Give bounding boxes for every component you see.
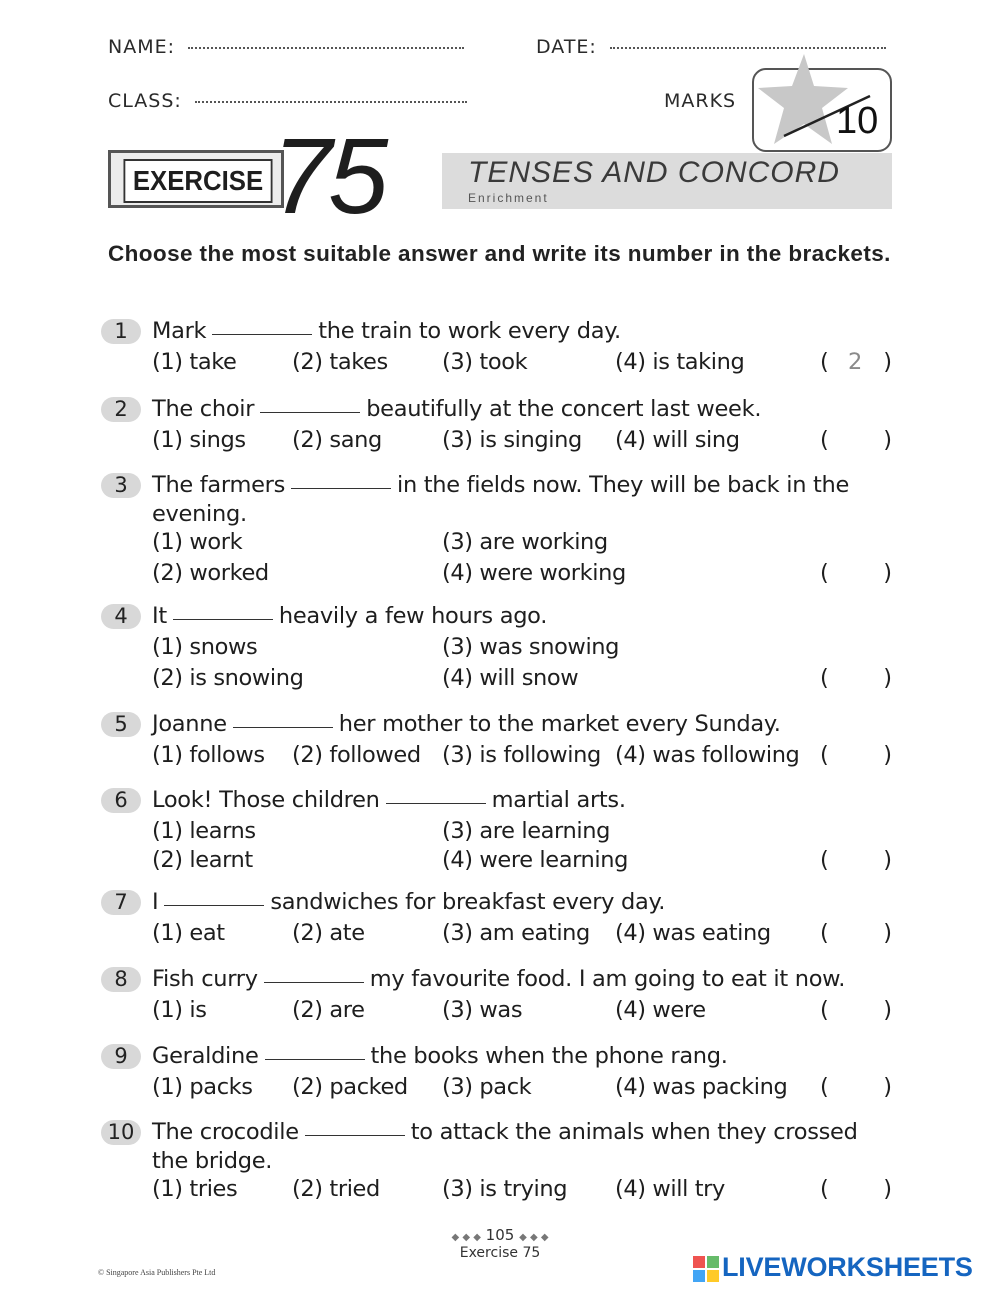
brand-logo — [693, 1256, 719, 1286]
answer-blank — [212, 334, 312, 335]
question-text-before: It — [152, 603, 167, 629]
bracket-open: ( — [820, 847, 829, 873]
exercise-badge — [108, 150, 284, 208]
topic-title: TENSES AND CONCORD — [468, 156, 840, 189]
bracket-open: ( — [820, 1074, 829, 1100]
option-3: (3) am eating — [442, 920, 590, 946]
question-number: 10 — [101, 1120, 141, 1145]
option-2: (2) ate — [292, 920, 365, 946]
answer-blank — [164, 905, 264, 906]
topic-subtitle: Enrichment — [468, 191, 549, 205]
question-text — [152, 966, 845, 992]
option-2: (3) are learning — [442, 818, 610, 844]
date-line — [610, 47, 886, 49]
question-text — [152, 318, 621, 344]
question-text-after: her mother to the market every Sunday. — [338, 711, 781, 737]
page-number-value: 105 — [485, 1226, 515, 1244]
question-text-after: sandwiches for breakfast every day. — [270, 889, 666, 915]
option-4: (4) will snow — [442, 665, 579, 691]
question-text-after: in the fields now. They will be back in the — [397, 472, 850, 498]
answer-blank — [233, 727, 333, 728]
option-1: (1) eat — [152, 920, 225, 946]
bracket-close: ) — [883, 1176, 892, 1202]
option-1: (1) work — [152, 529, 243, 555]
copyright: © Singapore Asia Publishers Pte Ltd — [98, 1268, 216, 1277]
liveworksheets-logo-icon — [693, 1256, 719, 1282]
option-2: (2) takes — [292, 349, 388, 375]
option-3: (3) pack — [442, 1074, 532, 1100]
question-text — [152, 1043, 728, 1069]
option-1: (1) tries — [152, 1176, 238, 1202]
option-4: (4) was eating — [615, 920, 771, 946]
option-3: (3) is trying — [442, 1176, 568, 1202]
option-3: (3) is singing — [442, 427, 582, 453]
bracket-close: ) — [883, 997, 892, 1023]
answer-blank — [386, 803, 486, 804]
bracket-open: ( — [820, 742, 829, 768]
bracket-open: ( — [820, 665, 829, 691]
question-number: 8 — [101, 967, 141, 992]
bracket-close: ) — [883, 427, 892, 453]
question-number: 7 — [101, 890, 141, 915]
option-4: (4) was packing — [615, 1074, 788, 1100]
instructions: Choose the most suitable answer and write its number in the brackets. — [108, 241, 891, 266]
question-text-after: the books when the phone rang. — [370, 1043, 728, 1069]
option-1: (1) take — [152, 349, 237, 375]
question-number: 9 — [101, 1044, 141, 1069]
answer-blank — [260, 412, 360, 413]
option-3: (2) worked — [152, 560, 269, 586]
bracket-close: ) — [883, 349, 892, 375]
bracket-open: ( — [820, 1176, 829, 1202]
option-3: (3) is following — [442, 742, 601, 768]
option-4: (4) will try — [615, 1176, 725, 1202]
question-number: 4 — [101, 604, 141, 629]
question-text-before: The farmers — [152, 472, 285, 498]
option-3: (3) was — [442, 997, 523, 1023]
question-text-continued: evening. — [152, 501, 247, 527]
question-text-before: Joanne — [152, 711, 227, 737]
question-text-after: beautifully at the concert last week. — [366, 396, 762, 422]
class-field — [108, 90, 467, 112]
question-text-after: martial arts. — [491, 787, 626, 813]
topic-band — [442, 153, 892, 209]
question-text — [152, 472, 849, 498]
page-number — [430, 1226, 570, 1244]
option-4: (4) were learning — [442, 847, 629, 873]
option-2: (2) packed — [292, 1074, 408, 1100]
question-text-before: I — [152, 889, 159, 915]
question-text-before: Geraldine — [152, 1043, 259, 1069]
question-number: 5 — [101, 712, 141, 737]
exercise-label: EXERCISE — [123, 159, 272, 203]
option-1: (1) learns — [152, 818, 256, 844]
page-exercise: Exercise 75 — [459, 1245, 541, 1261]
bracket-close: ) — [883, 560, 892, 586]
question-text-before: The crocodile — [152, 1119, 299, 1145]
question-number: 6 — [101, 788, 141, 813]
bracket-close: ) — [883, 742, 892, 768]
question-text-after: the train to work every day. — [318, 318, 621, 344]
exercise-number: 75 — [272, 115, 385, 236]
question-text — [152, 711, 781, 737]
question-text — [152, 889, 665, 915]
marks-box — [752, 68, 892, 152]
diamond-icon: ◆ ◆ ◆ — [451, 1232, 481, 1243]
answer-blank — [291, 488, 391, 489]
option-1: (1) snows — [152, 634, 258, 660]
question-text-after: heavily a few hours ago. — [278, 603, 548, 629]
question-text-before: Look! Those children — [152, 787, 380, 813]
question-text — [152, 1119, 858, 1145]
class-line — [195, 101, 467, 103]
answer-blank — [305, 1135, 405, 1136]
bracket-open: ( — [820, 427, 829, 453]
option-1: (1) is — [152, 997, 207, 1023]
bracket-open: ( — [820, 349, 829, 375]
question-text-before: Fish curry — [152, 966, 258, 992]
option-1: (1) follows — [152, 742, 265, 768]
name-field — [108, 36, 464, 58]
option-2: (2) are — [292, 997, 365, 1023]
option-2: (3) was snowing — [442, 634, 620, 660]
question-text — [152, 396, 761, 422]
bracket-close: ) — [883, 920, 892, 946]
bracket-open: ( — [820, 920, 829, 946]
option-1: (1) sings — [152, 427, 246, 453]
bracket-close: ) — [883, 665, 892, 691]
question-text-continued: the bridge. — [152, 1148, 273, 1174]
diamond-icon: ◆ ◆ ◆ — [519, 1232, 549, 1243]
option-2: (2) followed — [292, 742, 421, 768]
bracket-open: ( — [820, 560, 829, 586]
answer-value[interactable]: 2 — [848, 349, 863, 375]
option-2: (2) sang — [292, 427, 382, 453]
option-3: (2) learnt — [152, 847, 253, 873]
option-1: (1) packs — [152, 1074, 253, 1100]
question-text — [152, 603, 547, 629]
bracket-open: ( — [820, 997, 829, 1023]
answer-blank — [264, 982, 364, 983]
class-label: CLASS: — [108, 90, 182, 112]
question-number: 3 — [101, 473, 141, 498]
option-4: (4) is taking — [615, 349, 745, 375]
option-4: (4) were — [615, 997, 706, 1023]
question-text — [152, 787, 626, 813]
name-line — [188, 47, 464, 49]
bracket-close: ) — [883, 847, 892, 873]
brand-name: LIVEWORKSHEETS — [722, 1252, 973, 1282]
question-number: 2 — [101, 397, 141, 422]
question-number: 1 — [101, 319, 141, 344]
option-2: (3) are working — [442, 529, 608, 555]
option-4: (4) was following — [615, 742, 800, 768]
bracket-close: ) — [883, 1074, 892, 1100]
option-2: (2) tried — [292, 1176, 380, 1202]
option-3: (3) took — [442, 349, 528, 375]
question-text-before: The choir — [152, 396, 255, 422]
answer-blank — [173, 619, 273, 620]
date-label: DATE: — [536, 36, 597, 58]
date-field — [536, 36, 886, 58]
question-text-after: my favourite food. I am going to eat it now. — [369, 966, 846, 992]
option-3: (2) is snowing — [152, 665, 304, 691]
marks-label: MARKS — [664, 90, 737, 112]
question-text-after: to attack the animals when they crossed — [410, 1119, 858, 1145]
option-4: (4) were working — [442, 560, 626, 586]
option-4: (4) will sing — [615, 427, 740, 453]
answer-blank — [265, 1059, 365, 1060]
question-text-before: Mark — [152, 318, 207, 344]
marks-total: 10 — [836, 100, 879, 142]
name-label: NAME: — [108, 36, 176, 58]
